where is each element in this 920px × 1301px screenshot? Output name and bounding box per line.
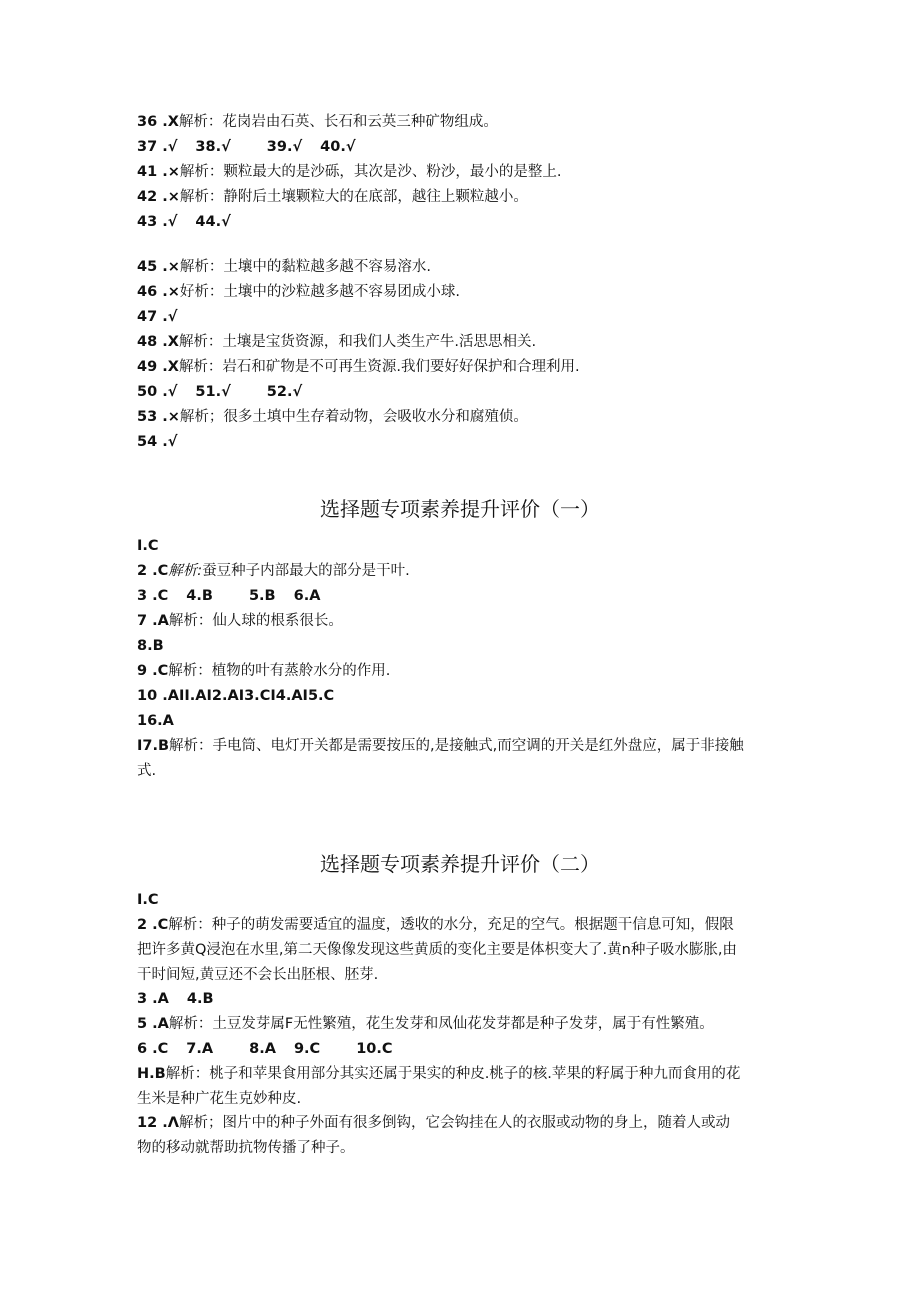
answer-line-s2-3: 3 .C 4.B 5.B 6.A — [137, 588, 321, 604]
answer-line-48: 48 .X解析：土壤是宝货资源，和我们人类生产牛.活思思相关. — [137, 334, 537, 350]
answer-line-s3-2-cont2: 干时间短,黄豆还不会长出胚根、胚芽. — [137, 967, 379, 983]
answer-line-50: 50 .√ 51.√ 52.√ — [137, 384, 303, 400]
answer-line-46: 46 .×好析：土壤中的沙粒越多越不容易团成小球. — [137, 284, 461, 300]
answer-line-43: 43 .√ 44.√ — [137, 214, 231, 230]
answer-line-s2-9: 9 .C解析：植物的叶有蒸舲水分的作用. — [137, 663, 391, 679]
answer-line-42: 42 .×解析：静附后土壤颗粒大的在底部，越往上颗粒越小。 — [137, 189, 528, 205]
answer-line-45: 45 .×解析：土壤中的黏粒越多越不容易溶水. — [137, 259, 432, 275]
answer-line-s2-7: 7 .A解析：仙人球的根系很长。 — [137, 613, 343, 629]
answer-line-s3-11: H.B解析：桃子和苹果食用部分其实还属于果实的种皮.桃子的核.苹果的籽属于种九而食用的花 — [137, 1066, 741, 1082]
answer-line-s2-1: I.C — [137, 538, 159, 554]
answer-line-s3-12-cont: 物的移动就帮助抗物传播了种子。 — [137, 1140, 355, 1156]
answer-line-s3-11-cont: 生米是种广花生克妙种皮. — [137, 1091, 302, 1107]
section-title-2: 选择题专项素养提升评价（二） — [320, 852, 600, 876]
answer-line-54: 54 .√ — [137, 434, 178, 450]
answer-line-36: 36 .X解析：花岗岩由石英、长石和云英三种矿物组成。 — [137, 114, 498, 130]
answer-line-s2-17: I7.B解析：手电筒、电灯开关都是需要按压的,是接触式,而空调的开关是红外盘应，属于非接触 — [137, 738, 744, 754]
section-title-1: 选择题专项素养提升评价（一） — [320, 497, 600, 521]
answer-line-s2-2: 2 .C解析:蚕豆种子内部最大的部分是干叶. — [137, 563, 410, 579]
answer-line-s3-6: 6 .C 7.A 8.A 9.C 10.C — [137, 1041, 393, 1057]
answer-line-49: 49 .X解析：岩石和矿物是不可再生资源.我们要好好保护和合理利用. — [137, 359, 580, 375]
answer-line-s3-3: 3 .A 4.B — [137, 991, 214, 1007]
answer-line-s3-2: 2 .C解析：种子的萌发需要适宜的温度，透收的水分，充足的空气。根据题干信息可知，假限 — [137, 917, 734, 933]
answer-line-s2-8: 8.B — [137, 638, 164, 654]
answer-line-s2-10: 10 .AII.AI2.AI3.CI4.AI5.C — [137, 688, 335, 704]
answer-line-s3-12: 12 .Λ解析；图片中的种子外面有很多倒钩，它会钩挂在人的衣服或动物的身上，随着人或动 — [137, 1115, 730, 1131]
answer-line-37: 37 .√ 38.√ 39.√ 40.√ — [137, 139, 356, 155]
answer-line-s3-2-cont1: 把许多黄Q浸泡在水里,第二天像像发现这些黄质的变化主要是体枳变大了.黄n种子吸水膨胀,由 — [137, 942, 737, 958]
answer-line-s3-1: I.C — [137, 892, 159, 908]
answer-line-41: 41 .×解析：颗粒最大的是沙砾，其次是沙、粉沙，最小的是整上. — [137, 164, 562, 180]
answer-line-s2-17-cont: 式. — [137, 763, 157, 779]
answer-line-53: 53 .×解析；很多土填中生存着动物，会吸收水分和腐殖侦。 — [137, 409, 528, 425]
answer-line-s2-16: 16.A — [137, 713, 174, 729]
answer-line-47: 47 .√ — [137, 309, 178, 325]
answer-line-s3-5: 5 .A解析：土豆发芽属F无性繁殖，花生发芽和凤仙花发芽都是种子发芽，属于有性繁殖。 — [137, 1016, 714, 1032]
